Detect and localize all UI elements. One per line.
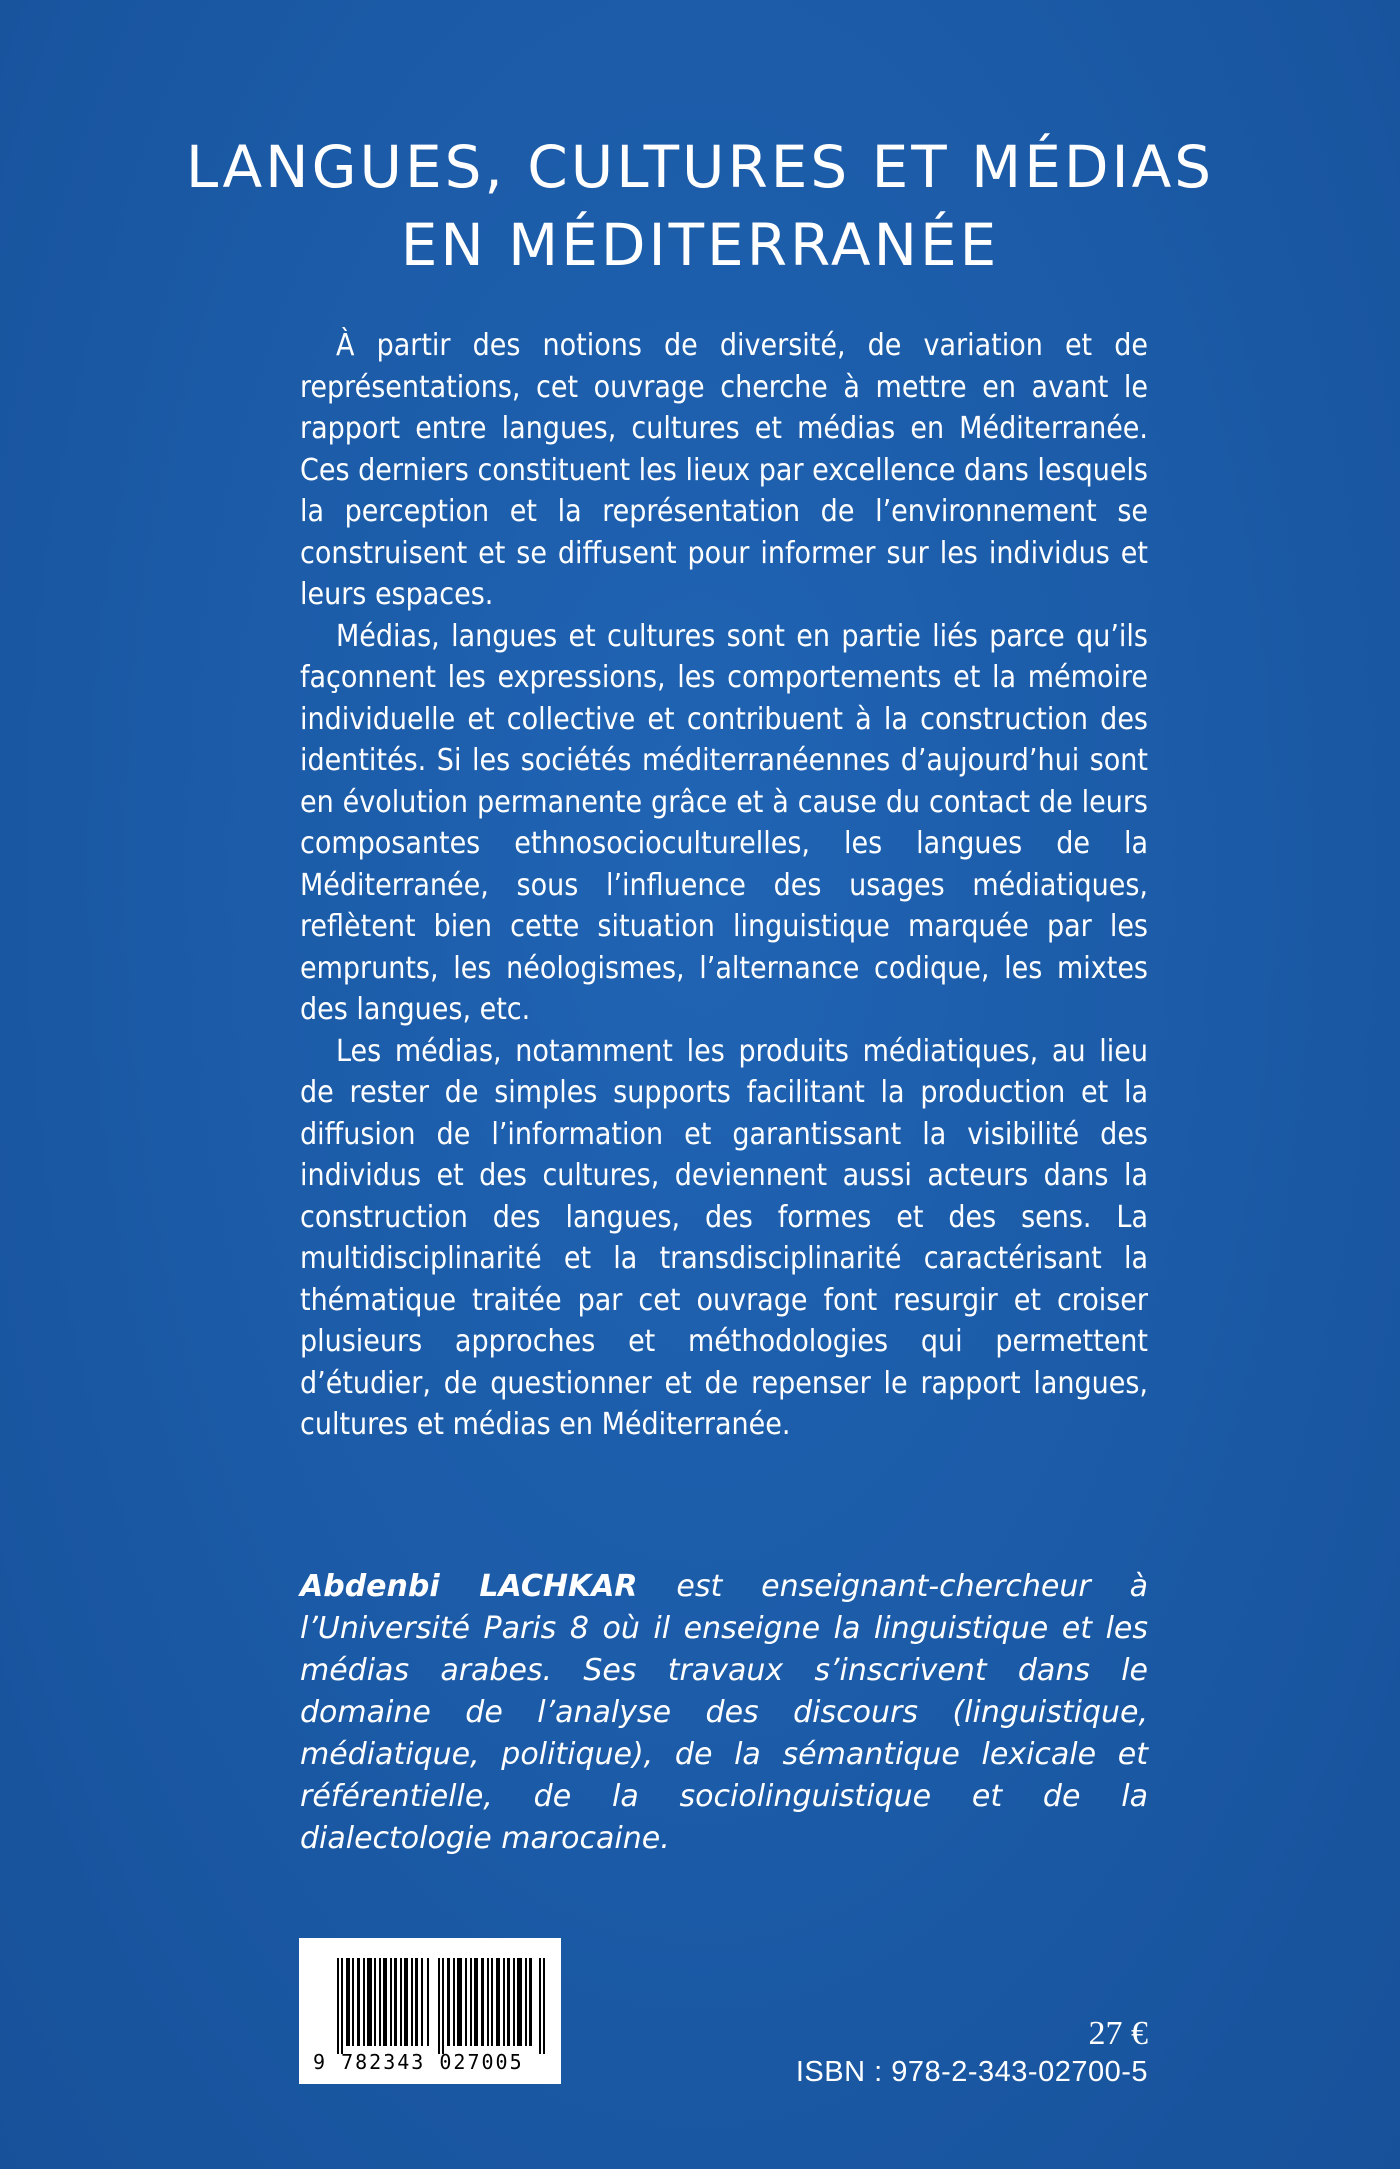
- summary-paragraph-3: Les médias, notamment les produits médiatiques, au lieu de rester de simples supports facilitant la production et la diffusion de l’information et garantissant la visibilité des individus et des cultures, deviennent aussi acteurs dans la construction des langues, des formes et des sens. La multidisciplinarité et la transdisciplinarité caractérisant la thématique traitée par cet ouvrage font resurgir et croiser plusieurs approches et méthodologies qui permettent d’étudier, de questionner et de repenser le rapport langues, cultures et médias en Méditerranée.: [300, 1033, 1148, 1442]
- summary-paragraph-2: Médias, langues et cultures sont en partie liés parce qu’ils façonnent les expressions, les comportements et la mémoire individuelle et collective et contribuent à la construction des identités. Si les sociétés méditerranéennes d’aujourd’hui sont en évolution permanente grâce et à cause du contact de leurs composantes ethnosocioculturelles, les langues de la Méditerranée, sous l’influence des usages médiatiques, reflètent bien cette situation linguistique marquée par les emprunts, les néologismes, l’alternance codique, les mixtes des langues, etc.: [300, 618, 1148, 1027]
- summary-paragraph-1: À partir des notions de diversité, de variation et de représentations, cet ouvrage cherche à mettre en avant le rapport entre langues, cultures et médias en Méditerranée. Ces derniers constituent les lieux par excellence dans lesquels la perception et la représentation de l’environnement se construisent et se diffusent pour informer sur les individus et leurs espaces.: [300, 328, 1148, 612]
- book-title-line-1: LANGUES, CULTURES ET MÉDIAS: [185, 133, 1215, 201]
- barcode-bars-icon: [337, 1958, 545, 2054]
- author-bio-text: est enseignant-chercheur à l’Université Paris 8 où il enseigne la linguistique et les médias arabes. Ses travaux s’inscrivent dans le domaine de l’analyse des discours (linguistique, médiatique, politique), de la sémantique lexicale et référentielle, de la sociolinguistique et de la dialectologie marocaine.: [300, 1569, 1148, 1856]
- book-title: [0, 128, 1400, 284]
- book-title-line-2: EN MÉDITERRANÉE: [400, 211, 1000, 279]
- author-name: Abdenbi LACHKAR: [300, 1569, 638, 1604]
- barcode: [299, 1938, 561, 2084]
- summary: [300, 325, 1148, 1446]
- isbn: ISBN : 978-2-343-02700-5: [795, 2056, 1148, 2088]
- author-bio: [300, 1566, 1148, 1860]
- price: 27 €: [1088, 2015, 1148, 2052]
- barcode-digits: 9 782343 027005: [313, 2050, 524, 2074]
